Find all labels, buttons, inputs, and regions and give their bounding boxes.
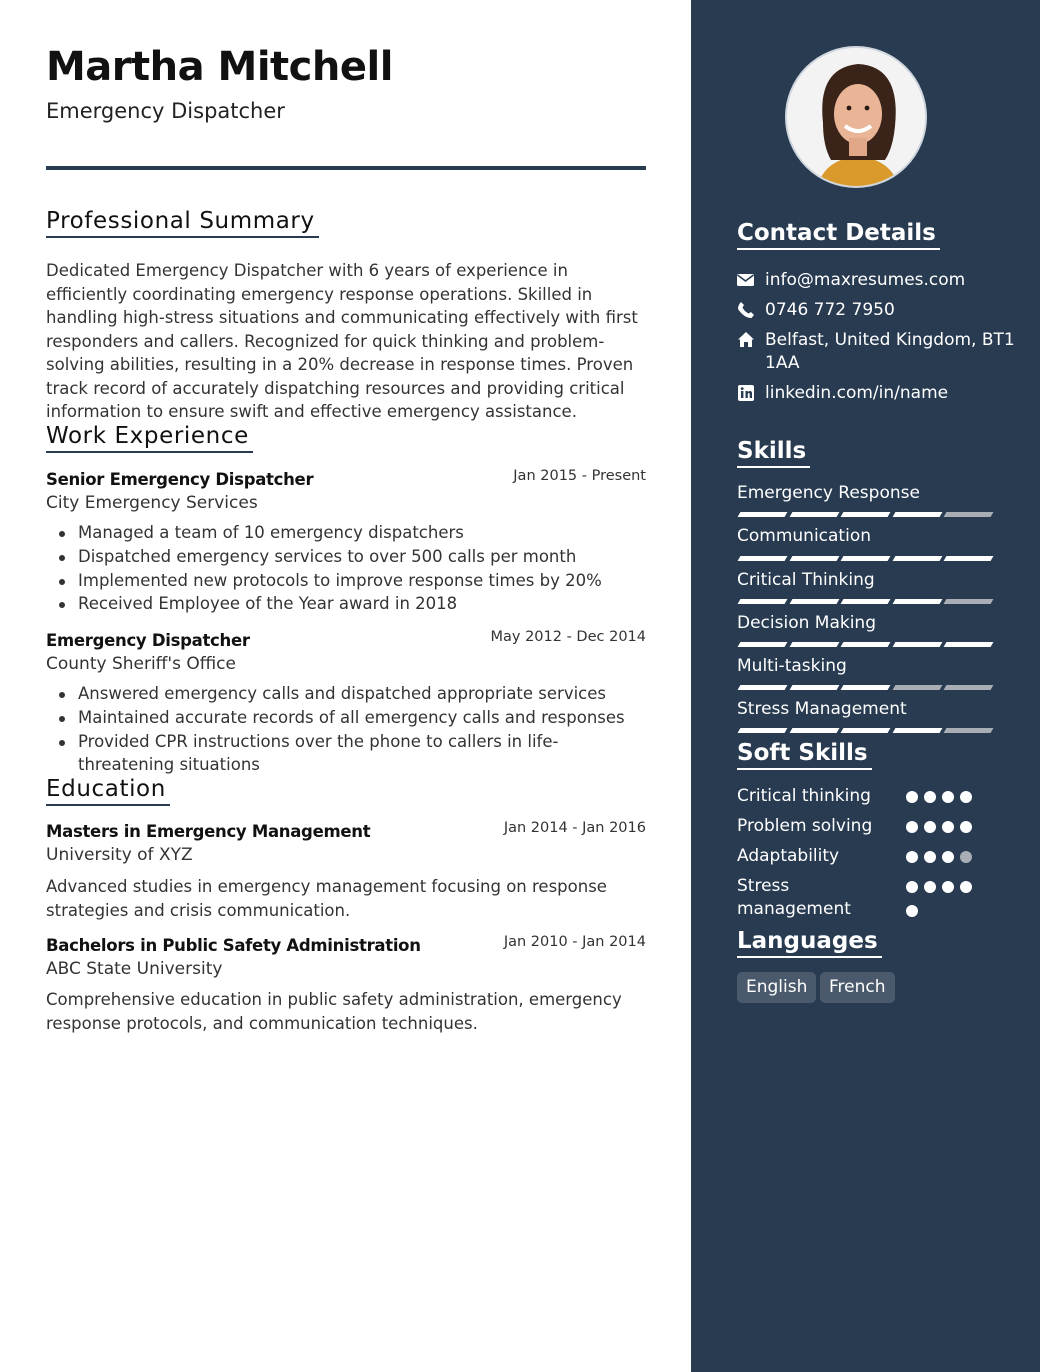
degree-description: Advanced studies in emergency management focusing on response strategies and crisis communication. (46, 877, 607, 920)
degree-description: Comprehensive education in public safety administration, emergency response protocols, and communication techniques. (46, 990, 622, 1033)
skill-bar-segment (841, 599, 891, 604)
rating-dot (942, 821, 954, 833)
contact-email (737, 269, 1027, 292)
candidate-role: Emergency Dispatcher (46, 99, 285, 123)
skill-bar-segment (738, 556, 788, 561)
skill-bar-segment (841, 685, 891, 690)
skill-name: Communication (737, 526, 871, 546)
job-bullets (78, 682, 646, 777)
job-org: City Emergency Services (46, 493, 258, 513)
skill-bar (739, 599, 997, 604)
rating-dot (942, 851, 954, 863)
education-heading: Education (46, 776, 170, 806)
list-item: Maintained accurate records of all emergency calls and responses (78, 706, 646, 730)
envelope-icon (737, 271, 755, 289)
skill-bar-segment (789, 512, 839, 517)
list-item: Answered emergency calls and dispatched appropriate services (78, 682, 646, 706)
skill-bar (739, 556, 997, 561)
rating-dot (942, 881, 954, 893)
list-item: Managed a team of 10 emergency dispatchers (78, 521, 646, 545)
list-item: Provided CPR instructions over the phone to callers in life-threatening situations (78, 730, 646, 778)
sidebar (691, 0, 1040, 1372)
rating-dot (906, 881, 918, 893)
skill-bar (739, 728, 997, 733)
skill-bar-segment (789, 685, 839, 690)
skill-name: Emergency Response (737, 483, 920, 503)
rating-dot (906, 851, 918, 863)
job-title: Emergency Dispatcher (46, 631, 250, 650)
skill-bar-segment (738, 642, 788, 647)
skill-bar-segment (944, 642, 994, 647)
rating-dot (942, 791, 954, 803)
skill-bar-segment (892, 642, 942, 647)
skill-bar (739, 512, 997, 517)
contact-heading: Contact Details (737, 220, 940, 250)
contact-address (737, 329, 1027, 375)
summary-heading: Professional Summary (46, 208, 319, 238)
linkedin-icon (737, 384, 755, 402)
profile-photo (785, 46, 927, 188)
language-chip: English (737, 972, 816, 1003)
skill-name: Multi-tasking (737, 656, 847, 676)
degree-title: Bachelors in Public Safety Administration (46, 936, 421, 955)
contact-phone (737, 299, 1027, 322)
degree-date: Jan 2014 - Jan 2016 (503, 820, 646, 836)
skill-bar (739, 685, 997, 690)
skill-bar-segment (841, 642, 891, 647)
skill-bar-segment (789, 728, 839, 733)
skill-bar-segment (789, 599, 839, 604)
skill-bar-segment (789, 556, 839, 561)
email-text: info@maxresumes.com (765, 270, 966, 290)
skill-name: Decision Making (737, 613, 876, 633)
skill-bar-segment (944, 512, 994, 517)
school-name: University of XYZ (46, 845, 193, 865)
rating-dot (906, 905, 918, 917)
rating-dot (960, 821, 972, 833)
skill-name: Stress Management (737, 699, 907, 719)
list-item: Implemented new protocols to improve response times by 20% (78, 569, 646, 593)
skill-name: Critical Thinking (737, 570, 875, 590)
soft-skill-name: Critical thinking (737, 786, 871, 806)
list-item: Dispatched emergency services to over 500 calls per month (78, 545, 646, 569)
skill-bar-segment (841, 556, 891, 561)
job-date: Jan 2015 - Present (513, 468, 646, 484)
soft-skill-name: Adaptability (737, 846, 840, 866)
rating-dot (960, 791, 972, 803)
skill-bar-segment (738, 685, 788, 690)
rating-dot (906, 821, 918, 833)
rating-dot (924, 881, 936, 893)
skill-bar-segment (841, 512, 891, 517)
candidate-name: Martha Mitchell (46, 44, 393, 90)
skill-bar-segment (944, 728, 994, 733)
skill-bar-segment (738, 599, 788, 604)
degree-title: Masters in Emergency Management (46, 822, 371, 841)
skill-bar-segment (892, 685, 942, 690)
summary-text: Dedicated Emergency Dispatcher with 6 years of experience in efficiently coordinating emergency response operations. Skilled in handling high-stress situations and communicating effectively with first responders and callers. Recognized for quick thinking and problem-solving abilities, resulting in a 20% decrease in response times. Proven track record of accurately dispatching resources and providing critical information to ensure swift and effective emergency assistance. (46, 261, 638, 421)
job-date: May 2012 - Dec 2014 (490, 629, 646, 645)
skill-bar-segment (944, 685, 994, 690)
rating-dot (960, 881, 972, 893)
skill-bar-segment (892, 556, 942, 561)
skill-bar-segment (892, 599, 942, 604)
home-icon (737, 331, 755, 349)
degree-date: Jan 2010 - Jan 2014 (503, 934, 646, 950)
skill-bar-segment (944, 556, 994, 561)
rating-dot (924, 791, 936, 803)
rating-dot (960, 851, 972, 863)
contact-linkedin (737, 382, 1027, 405)
skill-bar-segment (944, 599, 994, 604)
job-org: County Sheriff's Office (46, 654, 236, 674)
skill-bar (739, 642, 997, 647)
phone-text: 0746 772 7950 (765, 300, 895, 320)
rating-dot (924, 851, 936, 863)
soft-skills-heading: Soft Skills (737, 740, 872, 770)
school-name: ABC State University (46, 959, 223, 979)
list-item: Received Employee of the Year award in 2018 (78, 592, 646, 616)
skill-bar-segment (789, 642, 839, 647)
skill-bar-segment (738, 512, 788, 517)
language-chip: French (820, 972, 895, 1003)
skill-bar-segment (841, 728, 891, 733)
soft-skill-name: Problem solving (737, 816, 873, 836)
soft-skill-name: Stress management (737, 876, 851, 919)
skills-heading: Skills (737, 438, 810, 468)
rating-dot (924, 821, 936, 833)
job-title: Senior Emergency Dispatcher (46, 470, 314, 489)
header-divider (46, 166, 646, 170)
skill-bar-segment (738, 728, 788, 733)
address-text: Belfast, United Kingdom, BT1 1AA (765, 330, 1015, 373)
rating-dot (906, 791, 918, 803)
languages-heading: Languages (737, 928, 882, 958)
phone-icon (737, 301, 755, 319)
experience-heading: Work Experience (46, 423, 253, 453)
skill-bar-segment (892, 512, 942, 517)
avatar (787, 48, 927, 188)
linkedin-text: linkedin.com/in/name (765, 383, 949, 403)
job-bullets (78, 521, 646, 616)
skill-bar-segment (892, 728, 942, 733)
